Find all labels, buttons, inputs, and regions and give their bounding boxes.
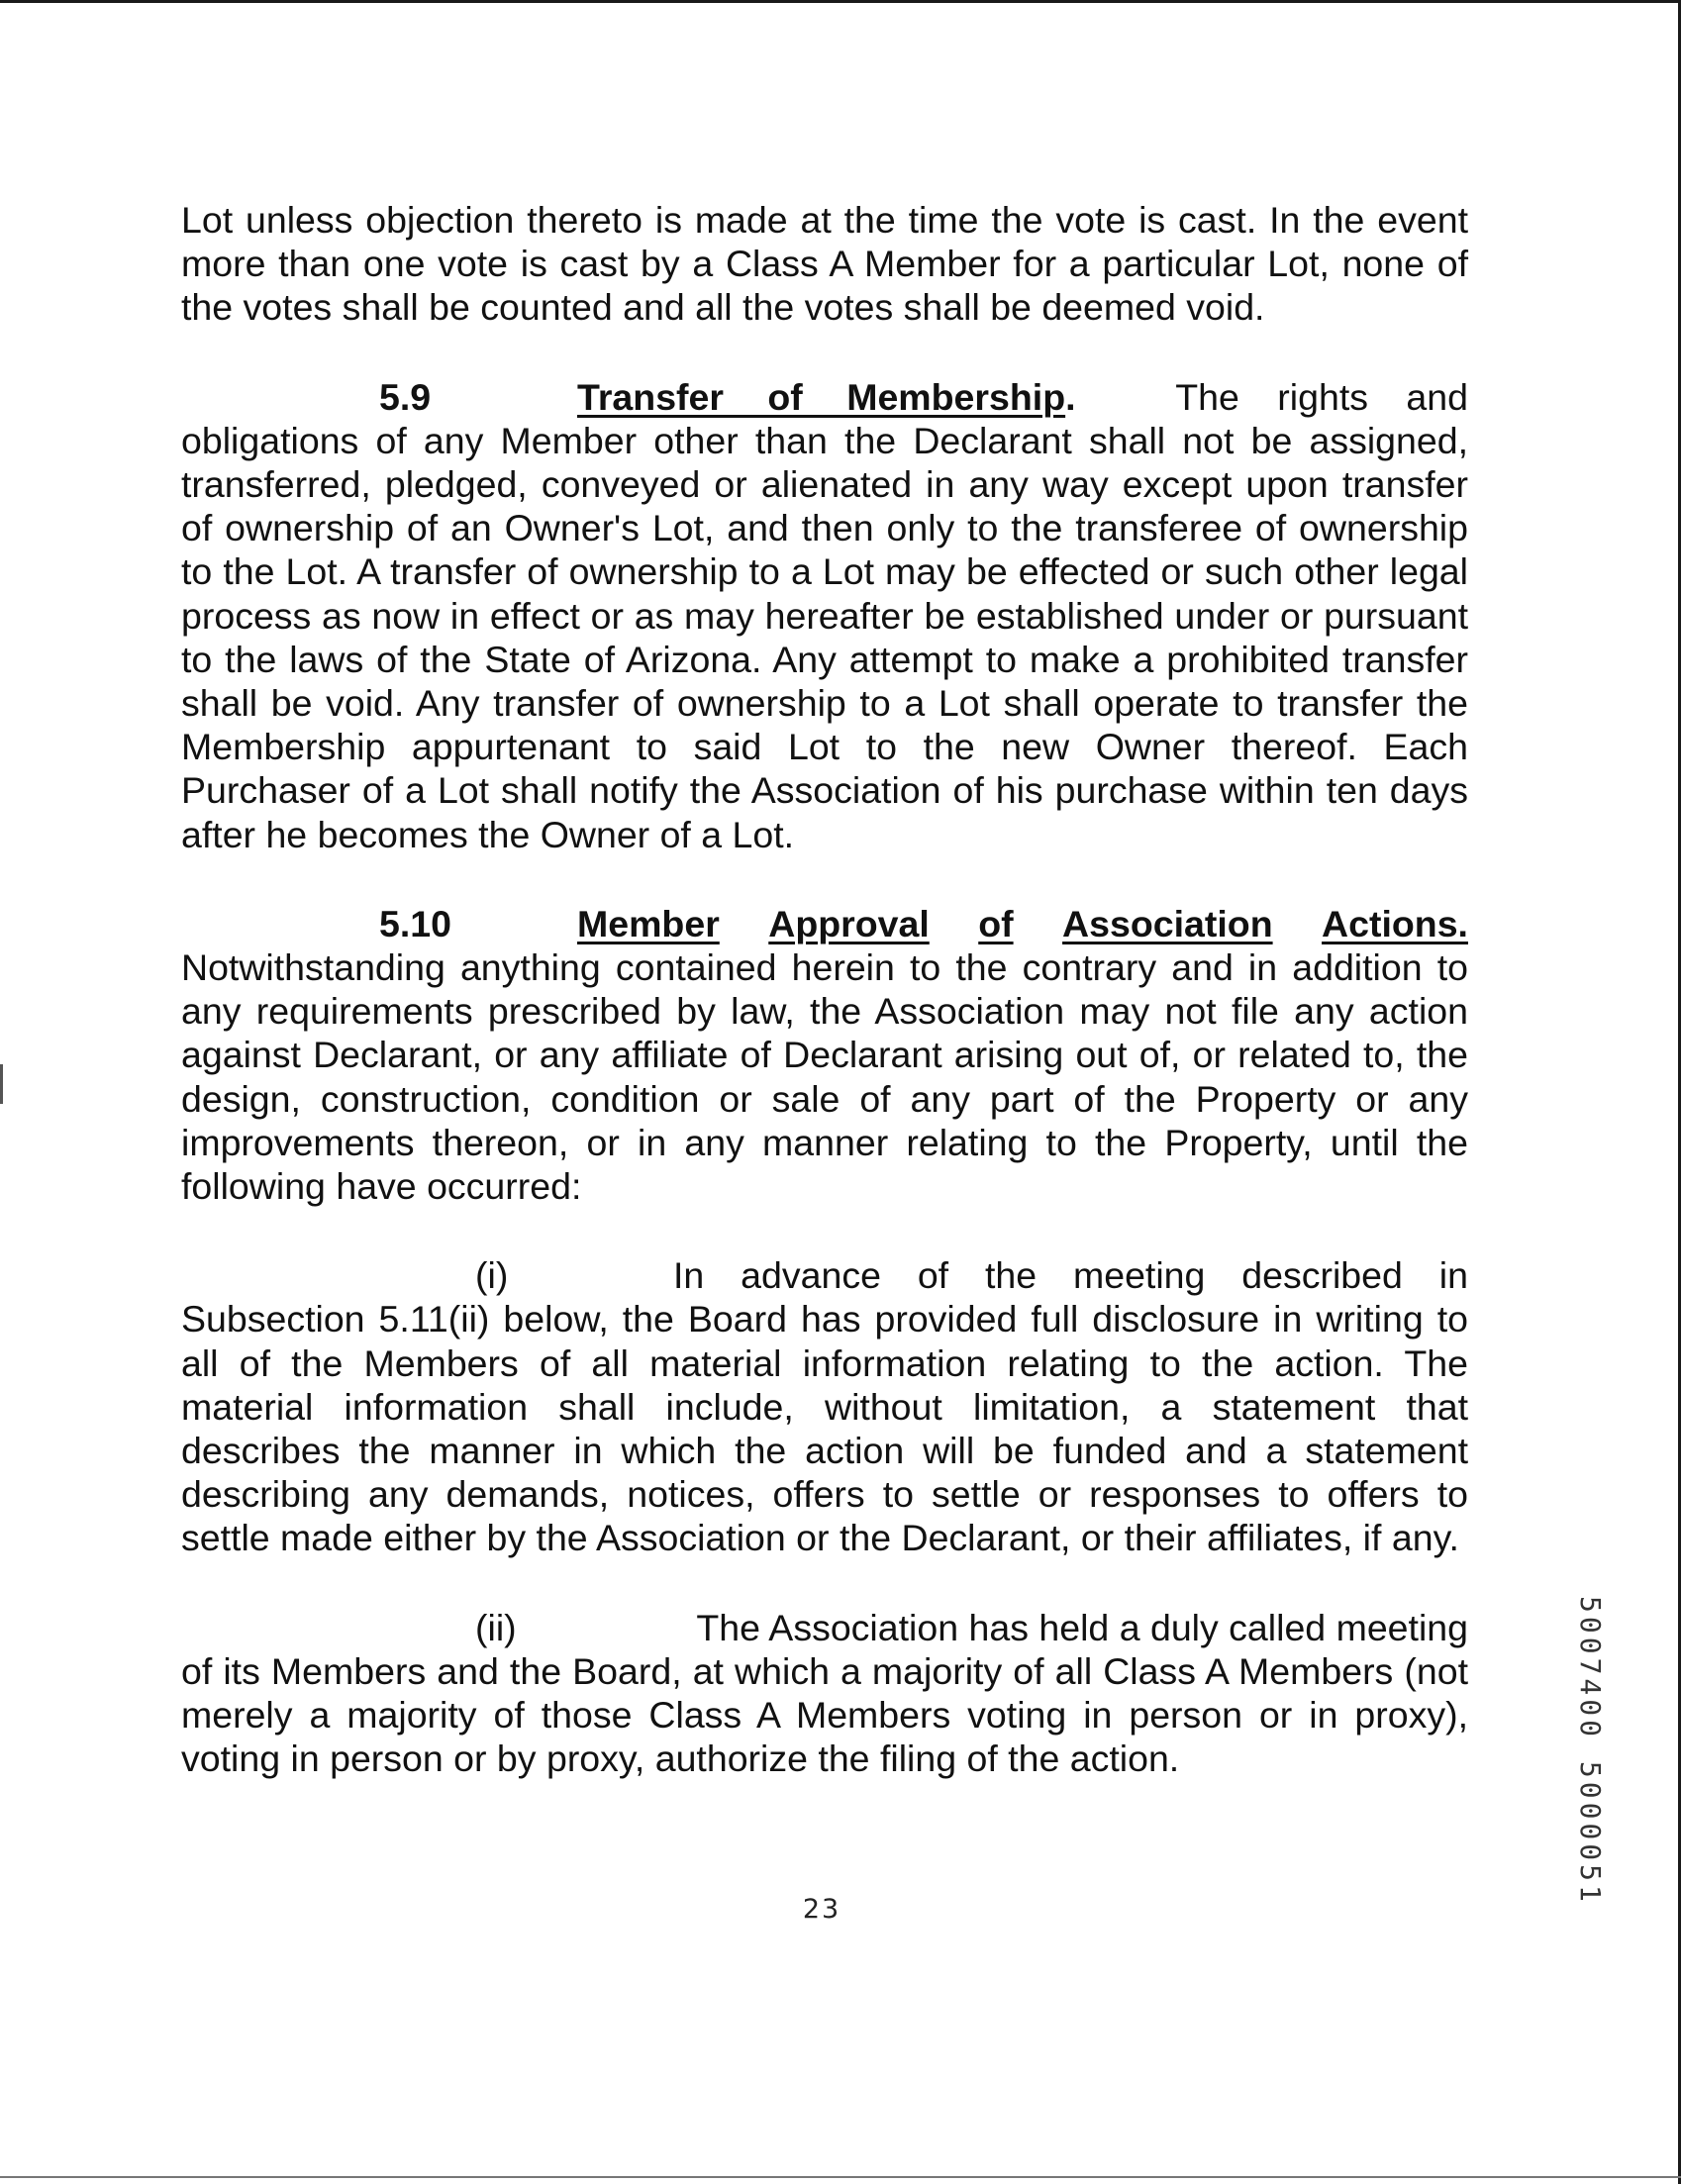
section-5-10-title-word: Member	[577, 902, 720, 944]
section-5-10-title-word: of	[978, 902, 1014, 944]
section-5-10-title-word: Association	[1062, 902, 1273, 944]
subsection-i-number: (i)	[475, 1254, 509, 1297]
scan-edge-top	[0, 0, 1681, 3]
subsection-ii	[181, 1606, 1468, 1781]
subsection-i-lead-word: described	[1241, 1254, 1403, 1297]
subsection-ii-lead-line	[181, 1606, 1468, 1649]
section-5-9-title-period: .	[1065, 375, 1076, 418]
section-5-9-number: 5.9	[379, 375, 432, 418]
subsection-i-lead-word: In	[673, 1254, 705, 1297]
bates-stamp-text: 5007400 5000051	[1574, 1596, 1607, 1906]
section-5-9-heading	[181, 375, 1468, 419]
section-5-9-title: Transfer of Membership	[577, 375, 1066, 418]
subsection-ii-lead: The Association has held a duly called meeting	[696, 1606, 1468, 1648]
section-5-10-heading	[181, 902, 1468, 945]
document-page	[181, 198, 1468, 1781]
section-5-10	[181, 902, 1468, 1208]
scan-edge-left-mark	[0, 1064, 3, 1104]
section-5-10-title-word: Actions.	[1322, 902, 1468, 944]
section-5-9	[181, 375, 1468, 856]
subsection-ii-body: of its Members and the Board, at which a majority of all Class A Members (not merely a majority of those Class A Members voting in person or in proxy), voting in person or by proxy, authorize the filing of the action.	[181, 1649, 1468, 1780]
subsection-i-lead-word: advance	[741, 1254, 881, 1297]
scan-edge-bottom	[0, 2176, 1681, 2178]
subsection-ii-number: (ii)	[475, 1606, 517, 1648]
section-5-10-title-word: Approval	[768, 902, 930, 944]
subsection-i-lead-word: the	[984, 1254, 1038, 1297]
section-5-10-number: 5.10	[379, 902, 451, 944]
subsection-i-lead	[673, 1253, 1468, 1297]
section-5-10-title	[577, 902, 1468, 945]
subsection-i-lead-line	[181, 1253, 1468, 1297]
section-5-10-body: Notwithstanding anything contained herein to the contrary and in addition to any requirements prescribed by law, the Association may not file any action against Declarant, or any affiliate of Declarant arising out of, or related to, the design, construction, condition or sale of any part of the Property or any improvements thereon, or in any manner relating to the Property, until the following have occurred:	[181, 946, 1468, 1208]
subsection-i-lead-word: in	[1438, 1254, 1468, 1297]
section-5-9-heading-trail: The rights and	[1175, 375, 1468, 418]
section-5-9-body: obligations of any Member other than the Declarant shall not be assigned, transferred, pledged, conveyed or alienated in any way except upon transfer of ownership of an Owner's Lot, and then only to the transferee of ownership to the Lot. A transfer of ownership to a Lot may be effected or such other legal process as now in effect or as may hereafter be established under or pursuant to the laws of the State of Arizona. Any attempt to make a prohibited transfer shall be void. Any transfer of ownership to a Lot shall operate to transfer the Membership appurtenant to said Lot to the new Owner thereof. Each Purchaser of a Lot shall notify the Association of his purchase within ten days after he becomes the Owner of a Lot.	[181, 419, 1468, 855]
subsection-i-body: Subsection 5.11(ii) below, the Board has provided full disclosure in writing to all of the Members of all material information relating to the action. The material information shall include, without limitation, a statement that describes the manner in which the action will be funded and a statement describing any demands, notices, offers to settle or responses to offers to settle made either by the Association or the Declarant, or their affiliates, if any.	[181, 1298, 1468, 1559]
page-number: 23	[802, 1894, 841, 1925]
subsection-i-lead-word: of	[917, 1254, 949, 1297]
opening-paragraph: Lot unless objection thereto is made at the time the vote is cast. In the event more than one vote is cast by a Class A Member for a particular Lot, none of the votes shall be counted and all the votes shall be deemed void.	[181, 199, 1468, 329]
bates-stamp	[1574, 1596, 1627, 1906]
subsection-i	[181, 1253, 1468, 1559]
subsection-i-lead-word: meeting	[1072, 1254, 1206, 1297]
